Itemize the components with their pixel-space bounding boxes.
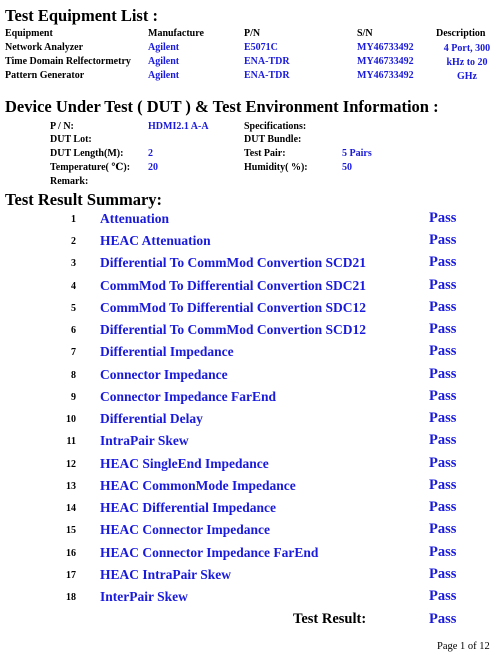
row-number: 9: [71, 392, 76, 403]
test-name: HEAC IntraPair Skew: [100, 567, 232, 582]
row-number: 5: [71, 303, 76, 314]
row-number: 18: [66, 592, 76, 603]
test-result: Pass: [429, 277, 457, 293]
test-name: InterPair Skew: [100, 589, 188, 604]
test-result: Pass: [429, 410, 457, 426]
overall-result-value: Pass: [429, 611, 457, 627]
test-result: Pass: [429, 232, 457, 248]
test-name: Differential Impedance: [100, 344, 234, 359]
row-number: 3: [71, 258, 76, 269]
test-result: Pass: [429, 299, 457, 315]
row-number: 14: [66, 503, 76, 514]
test-result: Pass: [429, 254, 457, 270]
test-result: Pass: [429, 588, 457, 604]
row-number: 15: [66, 525, 76, 536]
test-result: Pass: [429, 343, 457, 359]
description-line: GHz: [457, 71, 477, 82]
description-line: kHz to 20: [446, 57, 488, 68]
page-number: Page 1 of 12: [437, 641, 490, 652]
test-result: Pass: [429, 544, 457, 560]
dut-temperature-label: Temperature( ℃):: [50, 162, 131, 173]
test-name: CommMod To Differential Convertion SDC21: [100, 278, 366, 293]
row-number: 7: [71, 347, 76, 358]
dut-remark-label: Remark:: [50, 176, 89, 187]
test-result: Pass: [429, 499, 457, 515]
dut-temperature-value: 20: [148, 162, 158, 173]
test-name: Differential To CommMod Convertion SCD21: [100, 255, 366, 270]
equipment-name: Network Analyzer: [5, 42, 84, 53]
row-number: 8: [71, 370, 76, 381]
test-result: Pass: [429, 366, 457, 382]
equipment-manufacturer: Agilent: [148, 56, 180, 67]
row-number: 12: [66, 459, 76, 470]
test-name: IntraPair Skew: [100, 433, 189, 448]
overall-result-label: Test Result:: [293, 611, 367, 627]
test-name: HEAC CommonMode Impedance: [100, 478, 296, 493]
test-result: Pass: [429, 432, 457, 448]
equipment-pn: ENA-TDR: [244, 70, 290, 81]
row-number: 10: [66, 414, 76, 425]
test-result: Pass: [429, 210, 457, 226]
equipment-manufacturer: Agilent: [148, 42, 180, 53]
test-name: Differential Delay: [100, 411, 203, 426]
equipment-pn: ENA-TDR: [244, 56, 290, 67]
row-number: 4: [71, 281, 76, 292]
row-number: 6: [71, 325, 76, 336]
header-sn: S/N: [357, 28, 373, 39]
equipment-name: Time Domain Relfectormetry: [5, 56, 131, 67]
test-name: HEAC Connector Impedance: [100, 522, 270, 537]
equipment-sn: MY46733492: [357, 70, 414, 81]
row-number: 17: [66, 570, 76, 581]
test-name: CommMod To Differential Convertion SDC12: [100, 300, 366, 315]
dut-lot-label: DUT Lot:: [50, 134, 92, 145]
test-result: Pass: [429, 455, 457, 471]
row-number: 13: [66, 481, 76, 492]
summary-title: Test Result Summary:: [5, 190, 163, 209]
dut-length-label: DUT Length(M):: [50, 148, 124, 159]
test-name: Differential To CommMod Convertion SCD12: [100, 322, 366, 337]
test-result: Pass: [429, 321, 457, 337]
row-number: 1: [71, 214, 76, 225]
dut-pair-value: 5 Pairs: [342, 148, 372, 159]
test-name: HEAC Attenuation: [100, 233, 211, 248]
header-pn: P/N: [244, 28, 261, 39]
dut-spec-label: Specifications:: [244, 121, 307, 132]
dut-pn-label: P / N:: [50, 121, 74, 132]
header-description: Description: [436, 28, 486, 39]
row-number: 16: [66, 548, 76, 559]
equipment-manufacturer: Agilent: [148, 70, 180, 81]
equipment-name: Pattern Generator: [5, 70, 85, 81]
equipment-description: [432, 42, 500, 84]
equipment-title: Test Equipment List :: [5, 6, 158, 25]
test-result: Pass: [429, 388, 457, 404]
test-name: HEAC Connector Impedance FarEnd: [100, 545, 319, 560]
equipment-pn: E5071C: [244, 42, 278, 53]
header-manufacture: Manufacture: [148, 28, 204, 39]
dut-pair-label: Test Pair:: [244, 148, 286, 159]
test-result: Pass: [429, 477, 457, 493]
test-name: Attenuation: [100, 211, 170, 226]
dut-humidity-label: Humidity( %):: [244, 162, 308, 173]
equipment-sn: MY46733492: [357, 42, 414, 53]
test-result: Pass: [429, 521, 457, 537]
row-number: 11: [66, 436, 76, 447]
test-name: Connector Impedance: [100, 367, 228, 382]
test-result: Pass: [429, 566, 457, 582]
description-line: 4 Port, 300: [443, 43, 491, 54]
test-name: HEAC Differential Impedance: [100, 500, 276, 515]
row-number: 2: [71, 236, 76, 247]
dut-title: Device Under Test ( DUT ) & Test Environment Information :: [5, 97, 439, 116]
test-name: HEAC SingleEnd Impedance: [100, 456, 269, 471]
header-equipment: Equipment: [5, 28, 53, 39]
equipment-sn: MY46733492: [357, 56, 414, 67]
test-name: Connector Impedance FarEnd: [100, 389, 277, 404]
dut-length-value: 2: [148, 148, 153, 159]
dut-pn-value: HDMI2.1 A-A: [148, 121, 209, 132]
dut-bundle-label: DUT Bundle:: [244, 134, 302, 145]
dut-humidity-value: 50: [342, 162, 352, 173]
